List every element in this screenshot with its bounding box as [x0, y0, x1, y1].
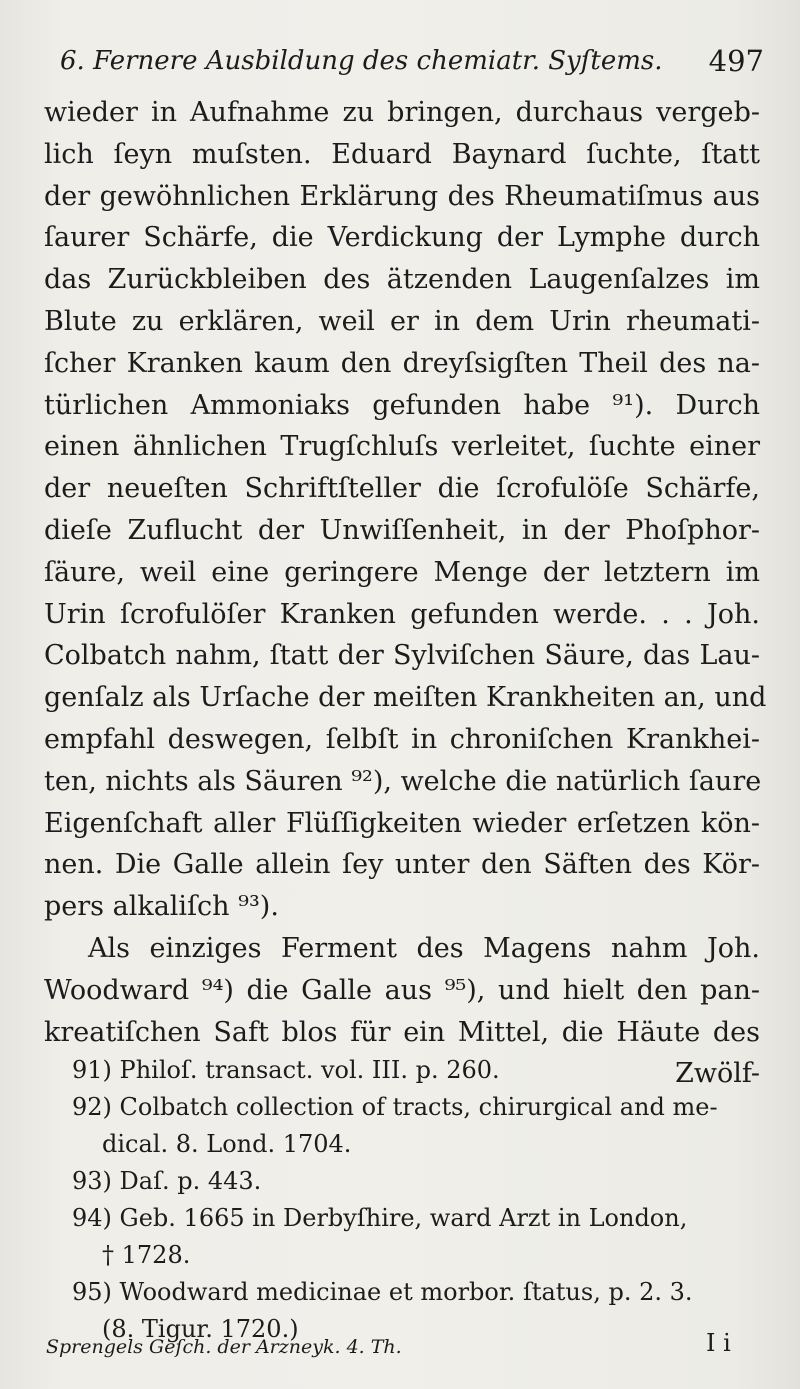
body-text — [44, 92, 767, 1095]
text-line: der gewöhnlichen Erklärung des Rheumatiſmus aus — [44, 180, 760, 212]
footnote-text: Philoſ. transact. vol. III. p. 260. — [119, 1056, 500, 1084]
text-line: Blute zu erklären, weil er in dem Urin rheumati- — [44, 305, 760, 337]
text-line: lich ſeyn muſsten. Eduard Baynard ſuchte, ſtatt — [44, 138, 760, 170]
text-line: nen. Die Galle allein ſey unter den Säften des Kör- — [44, 849, 760, 881]
text-line: ſaurer Schärfe, die Verdickung der Lymphe durch — [44, 222, 760, 254]
text-line: türlichen Ammoniaks gefunden habe ⁹¹). Durch — [44, 389, 760, 421]
text-line: Als einziges Ferment des Magens nahm Joh. — [88, 932, 760, 964]
footnotes — [72, 1052, 762, 1348]
printer-signature: Sprengels Geſch. der Arzneyk. 4. Th. — [46, 1336, 402, 1358]
footnote-text: Colbatch collection of tracts, chirurgical and me- — [119, 1093, 718, 1121]
page-header — [60, 38, 770, 84]
footnote-text: Daſ. p. 443. — [119, 1167, 262, 1195]
text-line: empfahl deswegen, ſelbſt in chroniſchen Krankhei- — [44, 723, 760, 755]
footnote-continuation — [72, 1237, 762, 1274]
footnote-text: † 1728. — [102, 1241, 191, 1269]
text-line: dieſe Zuflucht der Unwiſſenheit, in der Phoſphor- — [44, 514, 760, 546]
signature-mark: I i — [706, 1329, 731, 1357]
footnote — [72, 1163, 762, 1200]
footnote-number: 91) — [72, 1056, 112, 1084]
footnote — [72, 1274, 762, 1311]
footnote — [72, 1052, 762, 1089]
footnote-number: 95) — [72, 1278, 112, 1306]
footnote-text: (8. Tigur. 1720.) — [102, 1315, 299, 1343]
catchword: Zwölf- — [675, 1058, 760, 1090]
footnote-text: Woodward medicinae et morbor. ſtatus, p. 2. 3. — [119, 1278, 693, 1306]
footnote — [72, 1089, 762, 1126]
text-line: pers alkaliſch ⁹³). — [44, 891, 279, 923]
footnote — [72, 1200, 762, 1237]
text-line: Colbatch nahm, ſtatt der Sylviſchen Säure, das Lau- — [44, 640, 760, 672]
text-line: das Zurückbleiben des ätzenden Laugenſalzes im — [44, 264, 760, 296]
text-line: ten, nichts als Säuren ⁹²), welche die natürlich ſaure — [44, 765, 762, 797]
page-number: 497 — [708, 44, 764, 78]
text-line: genſalz als Urſache der meiſten Krankheiten an, und — [44, 682, 767, 714]
text-line: kreatiſchen Saft blos für ein Mittel, die Häute des — [44, 1016, 760, 1048]
running-head: 6. Fernere Ausbildung des chemiatr. Syſtems. — [60, 46, 663, 76]
text-line: einen ähnlichen Trugſchluſs verleitet, ſuchte einer — [44, 431, 760, 463]
text-line: Woodward ⁹⁴) die Galle aus ⁹⁵), und hielt den pan- — [44, 974, 760, 1006]
text-line: der neueſten Schriftſteller die ſcrofulöſe Schärfe, — [44, 473, 760, 505]
footnote-number: 94) — [72, 1204, 112, 1232]
footnote-text: dical. 8. Lond. 1704. — [102, 1130, 352, 1158]
footnote-number: 93) — [72, 1167, 112, 1195]
text-line: ſcher Kranken kaum den dreyſsigſten Theil des na- — [44, 347, 760, 379]
footnote-continuation — [72, 1126, 762, 1163]
text-line: Urin ſcrofulöſer Kranken gefunden werde. . . Joh. — [44, 598, 760, 630]
text-line: wieder in Aufnahme zu bringen, durchaus vergeb- — [44, 97, 760, 128]
footnote-text: Geb. 1665 in Derbyſhire, ward Arzt in London, — [119, 1204, 688, 1232]
text-line: Eigenſchaft aller Flüſſigkeiten wieder erſetzen kön- — [44, 807, 760, 839]
text-line: ſäure, weil eine geringere Menge der letztern im — [44, 556, 760, 588]
footnote-number: 92) — [72, 1093, 112, 1121]
